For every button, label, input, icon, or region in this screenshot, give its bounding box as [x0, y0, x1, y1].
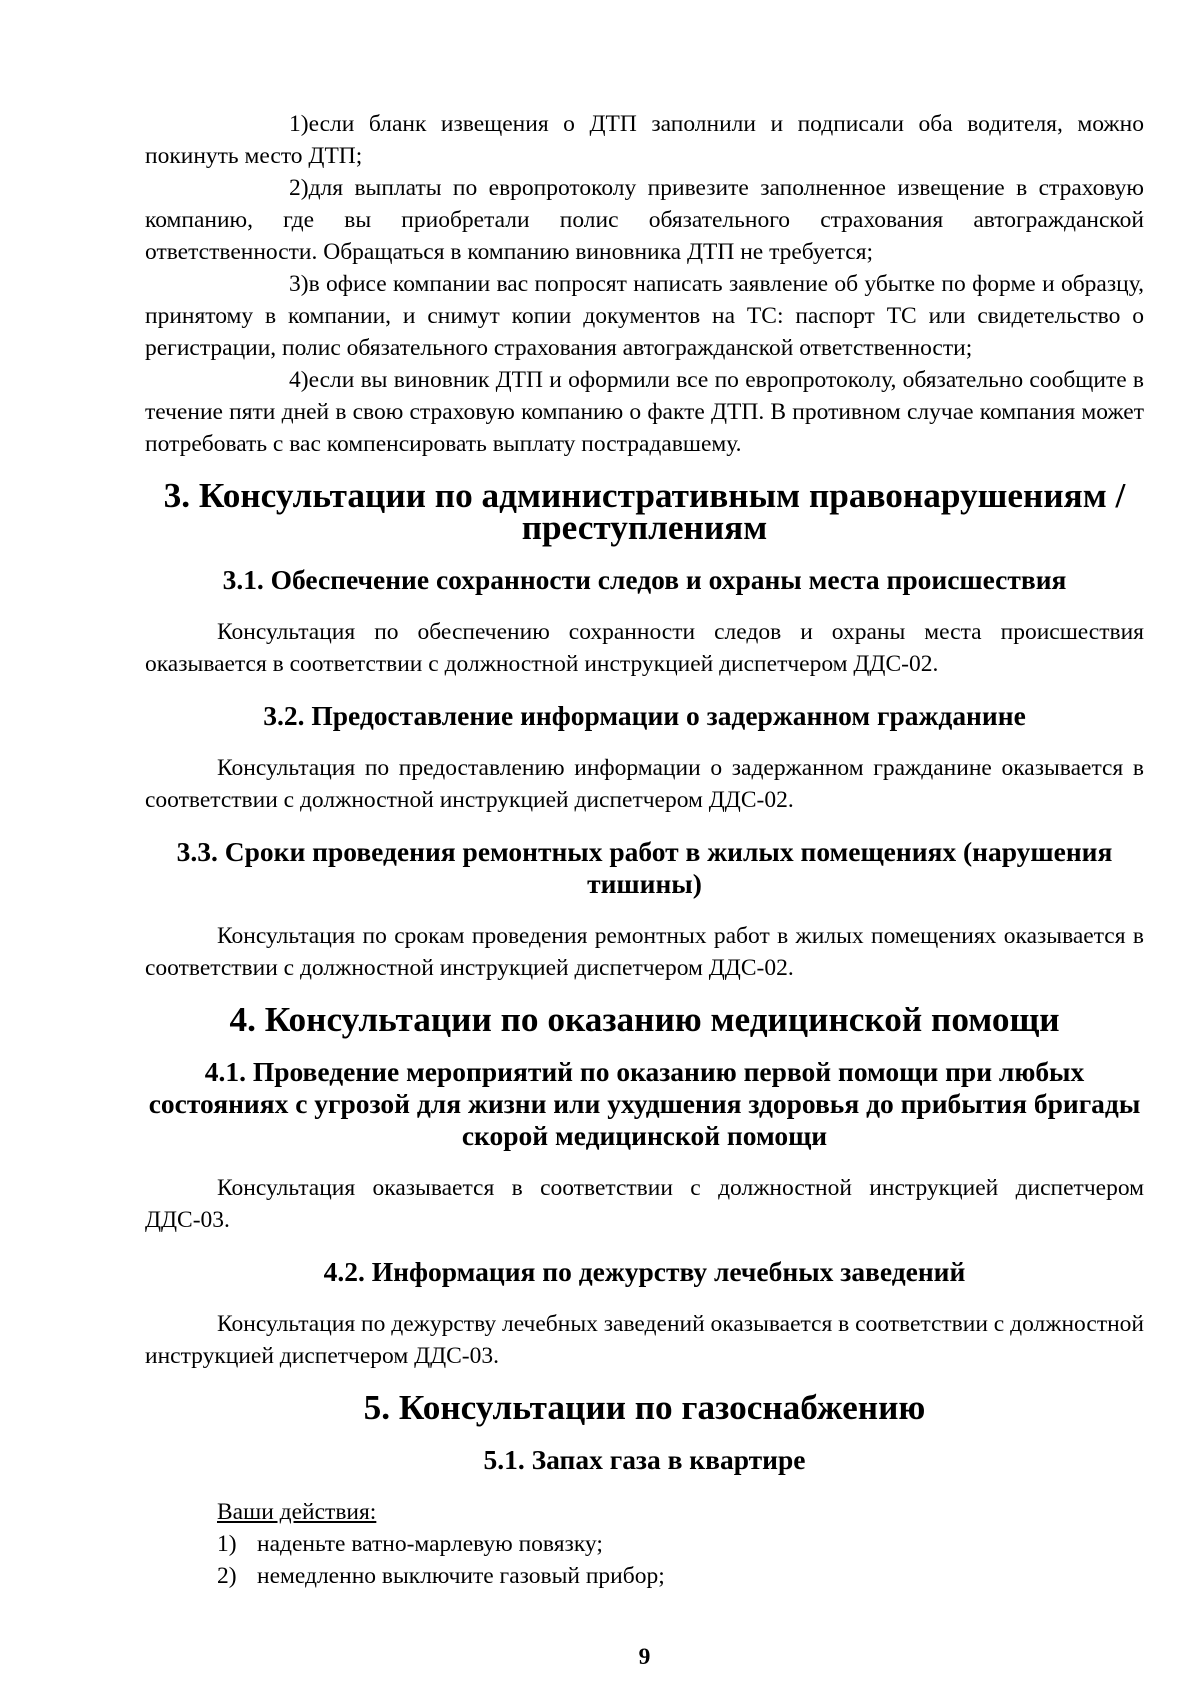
section-4-1-heading: 4.1. Проведение мероприятий по оказанию первой помощи при любых состояниях с угрозой для жизни или ухудшения здоровья до прибытия бригады скорой медицинской помощи — [148, 1057, 1141, 1151]
section-4-2-heading: 4.2. Информация по дежурству лечебных заведений — [323, 1257, 966, 1287]
document-page — [145, 108, 1144, 1592]
section-3-1-text: Консультация по обеспечению сохранности следов и охраны места происшествия оказывается в соответствии с должностной инструкцией диспетчером ДДС-02. — [145, 619, 1144, 677]
list-number: 2) — [217, 1563, 237, 1589]
intro-list-item — [145, 364, 1144, 460]
section-3-heading: 3. Консультации по административным правонарушениям / преступлениям — [163, 476, 1126, 547]
section-4-heading: 4. Консультации по оказанию медицинской помощи — [229, 1000, 1060, 1039]
action-item — [145, 1560, 1144, 1592]
list-text: если вы виновник ДТП и оформили все по европротоколу, обязательно сообщите в течение пяти дней в свою страховую компанию о факте ДТП. В противном случае компания может потребовать с вас компенсировать выплату пострадавшему. — [145, 367, 1144, 457]
intro-list-item — [145, 108, 1144, 172]
list-number: 1) — [217, 1531, 237, 1557]
list-text: для выплаты по европротоколу привезите заполненное извещение в страховую компанию, где вы приобретали полис обязательного страхования автогражданской ответственности. Обращаться в компанию виновника ДТП не требуется; — [145, 175, 1144, 265]
page-number: 9 — [638, 1644, 651, 1670]
list-number: 3) — [289, 271, 309, 297]
section-4-2-text: Консультация по дежурству лечебных заведений оказывается в соответствии с должностной инструкцией диспетчером ДДС-03. — [145, 1311, 1144, 1369]
list-number: 2) — [289, 175, 309, 201]
section-5-1-heading: 5.1. Запах газа в квартире — [483, 1445, 806, 1475]
list-number: 1) — [289, 111, 309, 137]
section-3-2-text: Консультация по предоставлению информации о задержанном гражданине оказывается в соответствии с должностной инструкцией диспетчером ДДС-02. — [145, 755, 1144, 813]
list-number: 4) — [289, 367, 309, 393]
list-text: наденьте ватно-марлевую повязку; — [257, 1531, 603, 1557]
action-item — [145, 1528, 1144, 1560]
section-3-2-heading: 3.2. Предоставление информации о задержанном гражданине — [263, 701, 1026, 731]
section-5-heading: 5. Консультации по газоснабжению — [363, 1388, 926, 1427]
list-text: немедленно выключите газовый прибор; — [257, 1563, 665, 1589]
intro-list-item — [145, 172, 1144, 268]
section-3-1-heading: 3.1. Обеспечение сохранности следов и охраны места происшествия — [222, 565, 1067, 595]
section-3-3-heading: 3.3. Сроки проведения ремонтных работ в жилых помещениях (нарушения тишины) — [176, 837, 1113, 899]
actions-label: Ваши действия: — [217, 1499, 377, 1525]
intro-list-item — [145, 268, 1144, 364]
list-text: в офисе компании вас попросят написать заявление об убытке по форме и образцу, принятому в компании, и снимут копии документов на ТС: паспорт ТС или свидетельство о регистрации, полис обязательного страхования автогражданской ответственности; — [145, 271, 1144, 361]
section-4-1-text: Консультация оказывается в соответствии с должностной инструкцией диспетчером ДДС-03. — [145, 1175, 1144, 1233]
list-text: если бланк извещения о ДТП заполнили и подписали оба водителя, можно покинуть место ДТП; — [145, 111, 1144, 169]
section-3-3-text: Консультация по срокам проведения ремонтных работ в жилых помещениях оказывается в соответствии с должностной инструкцией диспетчером ДДС-02. — [145, 923, 1144, 981]
